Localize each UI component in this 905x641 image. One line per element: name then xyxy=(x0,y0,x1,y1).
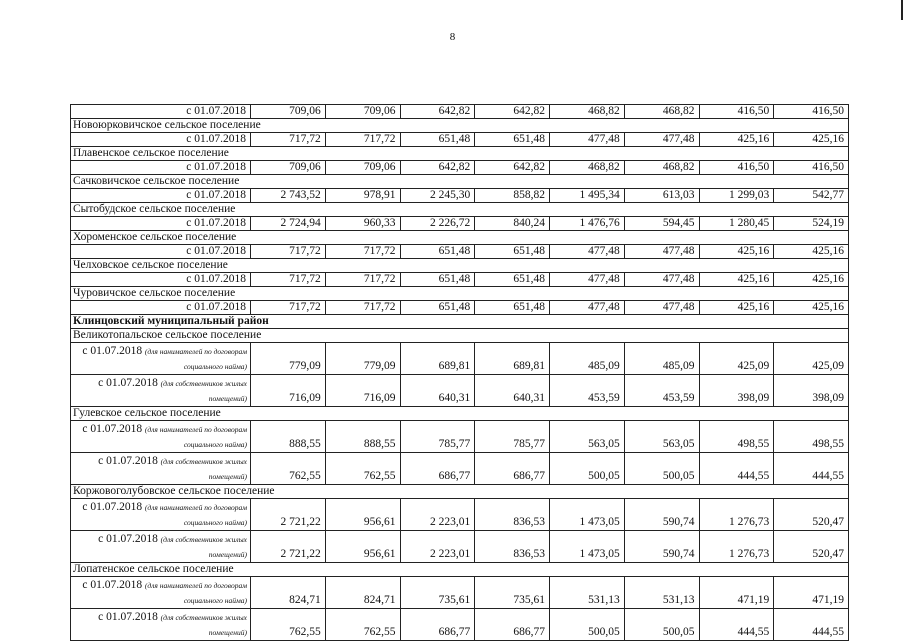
tariff-value-cell: 468,82 xyxy=(550,161,625,175)
tariff-value-cell: 425,16 xyxy=(699,301,774,315)
tariff-value-cell: 642,82 xyxy=(400,105,475,119)
settlement-header-row xyxy=(71,287,849,301)
tariff-value-cell: 2 721,22 xyxy=(251,499,326,531)
tariff-value-cell: 444,55 xyxy=(774,609,849,641)
tariff-value-cell: 717,72 xyxy=(251,245,326,259)
tariff-row xyxy=(71,499,849,531)
tariff-value-cell: 477,48 xyxy=(624,133,699,147)
period-label-cell xyxy=(71,105,251,119)
tariff-value-cell: 651,48 xyxy=(475,245,550,259)
tariff-value-cell: 1 299,03 xyxy=(699,189,774,203)
tariff-value-cell: 425,16 xyxy=(774,301,849,315)
tariff-value-cell: 2 743,52 xyxy=(251,189,326,203)
period-date: с 01.07.2018 xyxy=(98,454,158,467)
settlement-header-row xyxy=(71,329,849,343)
tariff-value-cell: 686,77 xyxy=(475,609,550,641)
period-date: с 01.07.2018 xyxy=(98,610,158,623)
period-date: с 01.07.2018 xyxy=(82,422,143,435)
period-label-cell xyxy=(71,273,251,287)
tariff-value-cell: 531,13 xyxy=(624,577,699,609)
tariff-value-cell: 651,48 xyxy=(400,301,475,315)
tariff-value-cell: 735,61 xyxy=(475,577,550,609)
tariff-value-cell: 651,48 xyxy=(400,273,475,287)
tariff-row xyxy=(71,245,849,259)
tariff-value-cell: 762,55 xyxy=(325,453,400,485)
tariff-value-cell: 689,81 xyxy=(475,343,550,375)
settlement-name: Сачковичское сельское поселение xyxy=(71,175,849,189)
tariff-value-cell: 468,82 xyxy=(550,105,625,119)
period-note: (для нанимателей по договорам социального найма) xyxy=(144,502,247,527)
period-note: (для собственников жилых помещений) xyxy=(160,612,247,637)
tariff-value-cell: 498,55 xyxy=(699,421,774,453)
period-note: (для нанимателей по договорам социального найма) xyxy=(144,424,247,449)
period-date: с 01.07.2018 xyxy=(186,189,246,201)
tariff-row xyxy=(71,273,849,287)
tariff-value-cell: 531,13 xyxy=(550,577,625,609)
tariff-value-cell: 425,09 xyxy=(774,343,849,375)
tariff-value-cell: 590,74 xyxy=(624,531,699,563)
tariff-value-cell: 500,05 xyxy=(550,453,625,485)
tariff-value-cell: 425,16 xyxy=(774,245,849,259)
settlement-header-row xyxy=(71,119,849,133)
tariff-value-cell: 717,72 xyxy=(325,133,400,147)
tariff-value-cell: 444,55 xyxy=(699,609,774,641)
period-label-cell xyxy=(71,499,251,531)
tariff-value-cell: 651,48 xyxy=(475,133,550,147)
tariff-value-cell: 425,16 xyxy=(774,273,849,287)
tariff-row xyxy=(71,105,849,119)
tariff-value-cell: 651,48 xyxy=(400,245,475,259)
tariff-value-cell: 398,09 xyxy=(699,375,774,407)
tariff-row xyxy=(71,531,849,563)
tariff-value-cell: 416,50 xyxy=(699,161,774,175)
period-label-cell xyxy=(71,217,251,231)
tariff-value-cell: 477,48 xyxy=(624,273,699,287)
tariff-value-cell: 1 495,34 xyxy=(550,189,625,203)
tariff-value-cell: 686,77 xyxy=(400,609,475,641)
tariff-value-cell: 471,19 xyxy=(699,577,774,609)
tariff-value-cell: 613,03 xyxy=(624,189,699,203)
period-date: с 01.07.2018 xyxy=(186,105,246,117)
tariff-value-cell: 425,16 xyxy=(774,133,849,147)
settlement-name: Новоюрковичское сельское поселение xyxy=(71,119,849,133)
period-label-cell xyxy=(71,453,251,485)
period-label-cell xyxy=(71,375,251,407)
tariff-value-cell: 2 721,22 xyxy=(251,531,326,563)
tariff-value-cell: 1 276,73 xyxy=(699,531,774,563)
tariff-value-cell: 524,19 xyxy=(774,217,849,231)
period-date: с 01.07.2018 xyxy=(186,245,246,257)
tariff-value-cell: 2 724,94 xyxy=(251,217,326,231)
tariff-row xyxy=(71,375,849,407)
settlement-name: Челховское сельское поселение xyxy=(71,259,849,273)
period-label-cell xyxy=(71,343,251,375)
period-date: с 01.07.2018 xyxy=(186,161,246,173)
period-date: с 01.07.2018 xyxy=(98,376,158,389)
tariff-value-cell: 785,77 xyxy=(400,421,475,453)
tariff-value-cell: 762,55 xyxy=(251,453,326,485)
tariff-value-cell: 498,55 xyxy=(774,421,849,453)
tariff-value-cell: 716,09 xyxy=(251,375,326,407)
period-date: с 01.07.2018 xyxy=(186,301,246,313)
tariff-value-cell: 709,06 xyxy=(251,105,326,119)
period-date: с 01.07.2018 xyxy=(82,344,143,357)
tariff-value-cell: 563,05 xyxy=(550,421,625,453)
tariff-value-cell: 425,16 xyxy=(699,245,774,259)
tariff-row xyxy=(71,343,849,375)
period-note: (для собственников жилых помещений) xyxy=(160,378,247,403)
tariff-value-cell: 762,55 xyxy=(251,609,326,641)
settlement-name: Лопатенское сельское поселение xyxy=(71,563,849,577)
settlement-name: Коржовоголубовское сельское поселение xyxy=(71,485,849,499)
tariff-row xyxy=(71,301,849,315)
period-label-cell xyxy=(71,609,251,641)
tariff-value-cell: 717,72 xyxy=(325,273,400,287)
tariff-value-cell: 824,71 xyxy=(325,577,400,609)
tariff-value-cell: 485,09 xyxy=(550,343,625,375)
tariff-value-cell: 485,09 xyxy=(624,343,699,375)
period-date: с 01.07.2018 xyxy=(82,578,143,591)
tariff-value-cell: 2 223,01 xyxy=(400,531,475,563)
tariff-value-cell: 779,09 xyxy=(325,343,400,375)
tariff-row xyxy=(71,161,849,175)
period-label-cell xyxy=(71,421,251,453)
tariff-value-cell: 2 226,72 xyxy=(400,217,475,231)
tariff-value-cell: 477,48 xyxy=(624,245,699,259)
period-label-cell xyxy=(71,133,251,147)
period-label-cell xyxy=(71,245,251,259)
tariff-value-cell: 779,09 xyxy=(251,343,326,375)
tariff-row xyxy=(71,133,849,147)
tariff-value-cell: 717,72 xyxy=(251,301,326,315)
tariff-value-cell: 2 245,30 xyxy=(400,189,475,203)
tariff-row xyxy=(71,421,849,453)
tariff-value-cell: 840,24 xyxy=(475,217,550,231)
tariff-value-cell: 594,45 xyxy=(624,217,699,231)
district-header-row xyxy=(71,315,849,329)
tariff-value-cell: 444,55 xyxy=(774,453,849,485)
tariff-value-cell: 640,31 xyxy=(475,375,550,407)
period-label-cell xyxy=(71,577,251,609)
settlement-name: Хороменское сельское поселение xyxy=(71,231,849,245)
tariff-value-cell: 425,16 xyxy=(699,133,774,147)
tariff-value-cell: 651,48 xyxy=(400,133,475,147)
period-label-cell xyxy=(71,161,251,175)
tariff-value-cell: 785,77 xyxy=(475,421,550,453)
settlement-header-row xyxy=(71,563,849,577)
tariff-value-cell: 836,53 xyxy=(475,499,550,531)
tariff-table xyxy=(70,104,849,641)
settlement-header-row xyxy=(71,485,849,499)
tariff-value-cell: 689,81 xyxy=(400,343,475,375)
tariff-value-cell: 500,05 xyxy=(624,609,699,641)
tariff-row xyxy=(71,609,849,641)
settlement-name: Гулевское сельское поселение xyxy=(71,407,849,421)
tariff-value-cell: 425,16 xyxy=(699,273,774,287)
tariff-row xyxy=(71,217,849,231)
period-note: (для нанимателей по договорам социального найма) xyxy=(144,346,247,371)
period-label-cell xyxy=(71,531,251,563)
tariff-value-cell: 960,33 xyxy=(325,217,400,231)
period-date: с 01.07.2018 xyxy=(186,217,246,229)
tariff-value-cell: 824,71 xyxy=(251,577,326,609)
tariff-value-cell: 836,53 xyxy=(475,531,550,563)
tariff-value-cell: 1 280,45 xyxy=(699,217,774,231)
tariff-value-cell: 1 476,76 xyxy=(550,217,625,231)
settlement-name: Плавенское сельское поселение xyxy=(71,147,849,161)
tariff-value-cell: 956,61 xyxy=(325,499,400,531)
period-date: с 01.07.2018 xyxy=(98,532,158,545)
tariff-table-body xyxy=(71,105,849,641)
tariff-value-cell: 642,82 xyxy=(475,161,550,175)
tariff-value-cell: 563,05 xyxy=(624,421,699,453)
tariff-value-cell: 520,47 xyxy=(774,499,849,531)
tariff-value-cell: 477,48 xyxy=(550,245,625,259)
tariff-value-cell: 2 223,01 xyxy=(400,499,475,531)
tariff-row xyxy=(71,577,849,609)
tariff-value-cell: 425,09 xyxy=(699,343,774,375)
tariff-value-cell: 716,09 xyxy=(325,375,400,407)
tariff-value-cell: 471,19 xyxy=(774,577,849,609)
tariff-row xyxy=(71,189,849,203)
tariff-value-cell: 590,74 xyxy=(624,499,699,531)
tariff-value-cell: 416,50 xyxy=(774,105,849,119)
tariff-value-cell: 735,61 xyxy=(400,577,475,609)
tariff-value-cell: 709,06 xyxy=(251,161,326,175)
tariff-value-cell: 453,59 xyxy=(624,375,699,407)
period-label-cell xyxy=(71,189,251,203)
settlement-name: Великотопальское сельское поселение xyxy=(71,329,849,343)
settlement-header-row xyxy=(71,203,849,217)
tariff-value-cell: 762,55 xyxy=(325,609,400,641)
tariff-value-cell: 709,06 xyxy=(325,105,400,119)
tariff-value-cell: 888,55 xyxy=(325,421,400,453)
tariff-value-cell: 717,72 xyxy=(325,245,400,259)
period-note: (для нанимателей по договорам социального найма) xyxy=(144,580,247,605)
tariff-value-cell: 500,05 xyxy=(624,453,699,485)
tariff-value-cell: 542,77 xyxy=(774,189,849,203)
tariff-value-cell: 416,50 xyxy=(774,161,849,175)
period-date: с 01.07.2018 xyxy=(186,273,246,285)
tariff-value-cell: 686,77 xyxy=(400,453,475,485)
tariff-value-cell: 640,31 xyxy=(400,375,475,407)
tariff-value-cell: 477,48 xyxy=(624,301,699,315)
tariff-value-cell: 717,72 xyxy=(251,133,326,147)
settlement-header-row xyxy=(71,407,849,421)
settlement-header-row xyxy=(71,147,849,161)
tariff-value-cell: 1 473,05 xyxy=(550,499,625,531)
period-note: (для собственников жилых помещений) xyxy=(160,456,247,481)
tariff-row xyxy=(71,453,849,485)
tariff-value-cell: 858,82 xyxy=(475,189,550,203)
settlement-name: Чуровичское сельское поселение xyxy=(71,287,849,301)
tariff-value-cell: 453,59 xyxy=(550,375,625,407)
tariff-value-cell: 642,82 xyxy=(400,161,475,175)
period-label-cell xyxy=(71,301,251,315)
settlement-header-row xyxy=(71,259,849,273)
tariff-value-cell: 686,77 xyxy=(475,453,550,485)
settlement-header-row xyxy=(71,175,849,189)
tariff-value-cell: 1 473,05 xyxy=(550,531,625,563)
tariff-value-cell: 888,55 xyxy=(251,421,326,453)
tariff-value-cell: 956,61 xyxy=(325,531,400,563)
tariff-value-cell: 978,91 xyxy=(325,189,400,203)
tariff-value-cell: 468,82 xyxy=(624,161,699,175)
tariff-value-cell: 717,72 xyxy=(325,301,400,315)
tariff-value-cell: 651,48 xyxy=(475,273,550,287)
tariff-value-cell: 642,82 xyxy=(475,105,550,119)
period-note: (для собственников жилых помещений) xyxy=(160,534,247,559)
tariff-value-cell: 520,47 xyxy=(774,531,849,563)
tariff-value-cell: 477,48 xyxy=(550,133,625,147)
period-date: с 01.07.2018 xyxy=(186,133,246,145)
page-edge-mark xyxy=(901,0,903,20)
tariff-value-cell: 416,50 xyxy=(699,105,774,119)
tariff-value-cell: 651,48 xyxy=(475,301,550,315)
tariff-value-cell: 398,09 xyxy=(774,375,849,407)
tariff-value-cell: 500,05 xyxy=(550,609,625,641)
period-date: с 01.07.2018 xyxy=(82,500,143,513)
settlement-header-row xyxy=(71,231,849,245)
tariff-value-cell: 444,55 xyxy=(699,453,774,485)
district-name: Клинцовский муниципальный район xyxy=(71,315,849,329)
tariff-value-cell: 477,48 xyxy=(550,273,625,287)
tariff-value-cell: 477,48 xyxy=(550,301,625,315)
tariff-value-cell: 717,72 xyxy=(251,273,326,287)
tariff-value-cell: 709,06 xyxy=(325,161,400,175)
page-number: 8 xyxy=(449,31,456,43)
tariff-value-cell: 468,82 xyxy=(624,105,699,119)
settlement-name: Сытобудское сельское поселение xyxy=(71,203,849,217)
tariff-value-cell: 1 276,73 xyxy=(699,499,774,531)
